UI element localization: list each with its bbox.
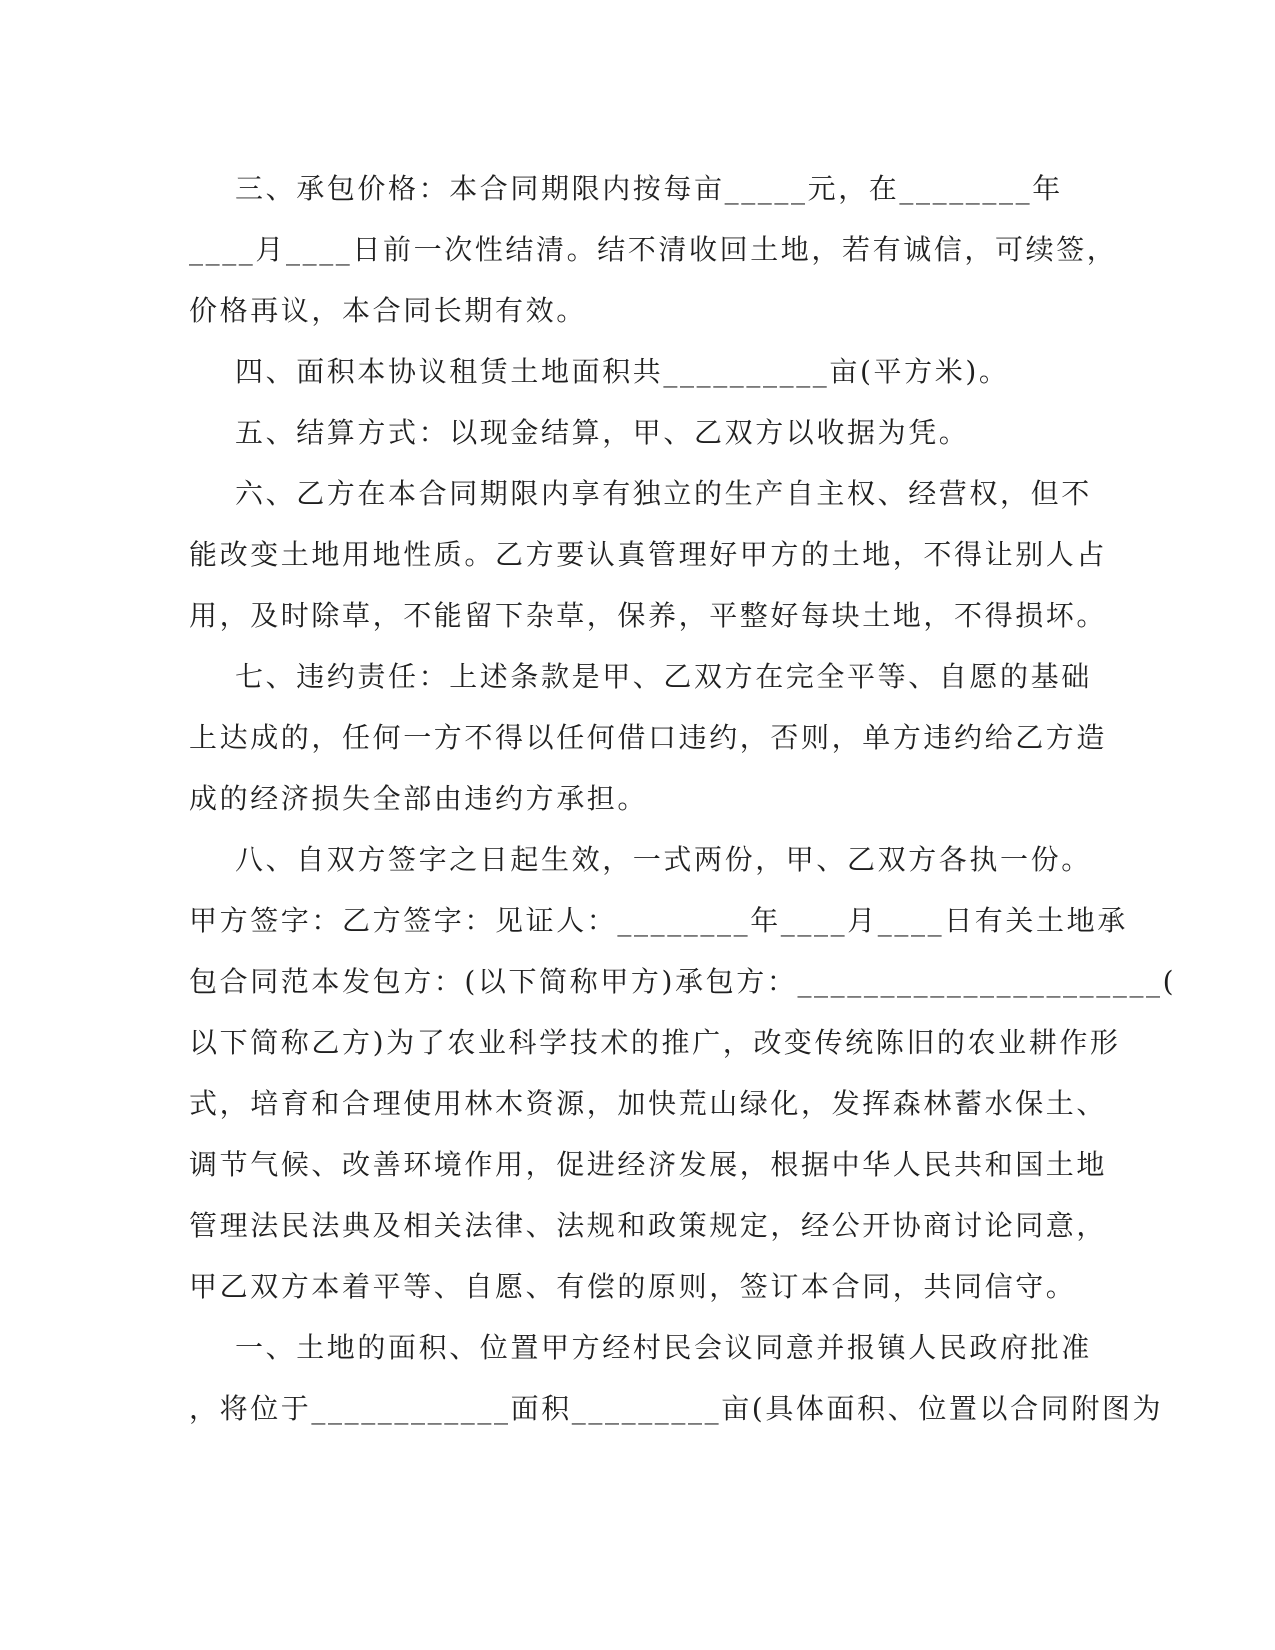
text-line: 用，及时除草，不能留下杂草，保养，平整好每块土地，不得损坏。 — [189, 599, 1108, 632]
document-body — [189, 158, 1177, 1439]
text-line: ____月____日前一次性结清。结不清收回土地，若有诚信，可续签， — [189, 233, 1118, 266]
text-line: 甲乙双方本着平等、自愿、有偿的原则，签订本合同，共同信守。 — [189, 1270, 1077, 1303]
text-line: 七、违约责任：上述条款是甲、乙双方在完全平等、自愿的基础 — [189, 660, 1092, 693]
text-line: 上达成的，任何一方不得以任何借口违约，否则，单方违约给乙方造 — [189, 721, 1108, 754]
text-line: 管理法民法典及相关法律、法规和政策规定，经公开协商讨论同意， — [189, 1209, 1108, 1242]
text-line: 一、土地的面积、位置甲方经村民会议同意并报镇人民政府批准 — [189, 1331, 1092, 1364]
text-line: 以下简称乙方)为了农业科学技术的推广，改变传统陈旧的农业耕作形 — [189, 1026, 1121, 1059]
text-line: 八、自双方签字之日起生效，一式两份，甲、乙双方各执一份。 — [189, 843, 1092, 876]
text-line: ，将位于____________面积_________亩(具体面积、位置以合同附图为 — [189, 1392, 1164, 1425]
text-line: 六、乙方在本合同期限内享有独立的生产自主权、经营权，但不 — [189, 477, 1092, 510]
text-line: 三、承包价格：本合同期限内按每亩_____元，在________年 — [189, 172, 1063, 205]
text-line: 调节气候、改善环境作用，促进经济发展，根据中华人民共和国土地 — [189, 1148, 1108, 1181]
text-line: 成的经济损失全部由违约方承担。 — [189, 782, 649, 815]
text-line: 包合同范本发包方：(以下简称甲方)承包方：______________________( — [189, 965, 1177, 998]
text-line: 价格再议，本合同长期有效。 — [189, 294, 587, 327]
text-line: 能改变土地用地性质。乙方要认真管理好甲方的土地，不得让别人占 — [189, 538, 1108, 571]
text-line: 甲方签字：乙方签字：见证人：________年____月____日有关土地承 — [189, 904, 1128, 937]
text-line: 式，培育和合理使用林木资源，加快荒山绿化，发挥森林蓄水保土、 — [189, 1087, 1108, 1120]
text-line: 四、面积本协议租赁土地面积共__________亩(平方米)。 — [189, 355, 1010, 388]
text-line: 五、结算方式：以现金结算，甲、乙双方以收据为凭。 — [189, 416, 970, 449]
